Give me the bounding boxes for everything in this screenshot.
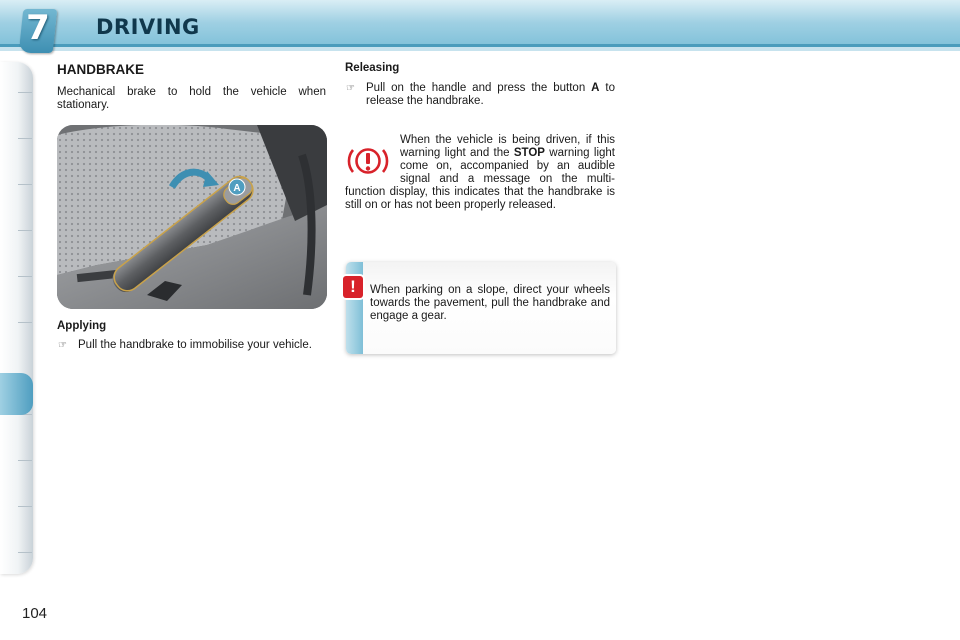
releasing-step-before: Pull on the handle and press the button [366,82,586,94]
handbrake-illustration [57,125,327,309]
pointing-hand-icon: ☞ [58,340,67,351]
page-edge-index [0,62,33,574]
index-separator [18,276,32,277]
index-separator [18,460,32,461]
stop-word: STOP [513,147,545,159]
handbrake-description: Mechanical brake to hold the vehicle when stationary. [57,86,326,111]
chapter-number: 7 [26,8,50,48]
applying-step-text: Pull the handbrake to immobilise your vehicle. [78,339,312,351]
warning-text-before: When the vehicle is being driven, if this warning light and the [400,134,615,159]
page-number: 104 [22,605,48,622]
applying-step [57,339,326,352]
warning-text-after: warning light come on, accompanied by an audible signal and a message on the multi-function display, this indicates that the handbrake is still on or has not been properly released. [345,147,615,211]
index-separator [18,138,32,139]
handbrake-section [57,62,326,112]
releasing-button-label: A [591,82,600,94]
index-separator [18,506,32,507]
chapter-title: DRIVING [96,15,200,39]
index-separator [18,230,32,231]
warning-paragraph [345,134,615,212]
index-separator [18,184,32,185]
section-title: HANDBRAKE [57,62,144,77]
index-separator [18,552,32,553]
header-shade [0,47,960,51]
releasing-step-after: to release the handbrake. [366,82,616,107]
applying-section [57,320,326,352]
releasing-step [345,82,615,108]
handbrake-photo [57,125,327,309]
index-separator [18,92,32,93]
applying-title: Applying [57,320,107,332]
exclamation-icon: ! [343,276,363,298]
releasing-section [345,62,615,108]
note-text: When parking on a slope, direct your wheels towards the pavement, pull the handbrake and engage a gear. [370,284,610,322]
pointing-hand-icon: ☞ [346,83,355,94]
index-separator [18,322,32,323]
releasing-title: Releasing [345,62,400,74]
icon-float-space [345,134,400,186]
index-tab-driving[interactable] [0,373,33,415]
warning-paragraph-text [345,134,615,212]
button-a-callout: A [233,183,241,194]
